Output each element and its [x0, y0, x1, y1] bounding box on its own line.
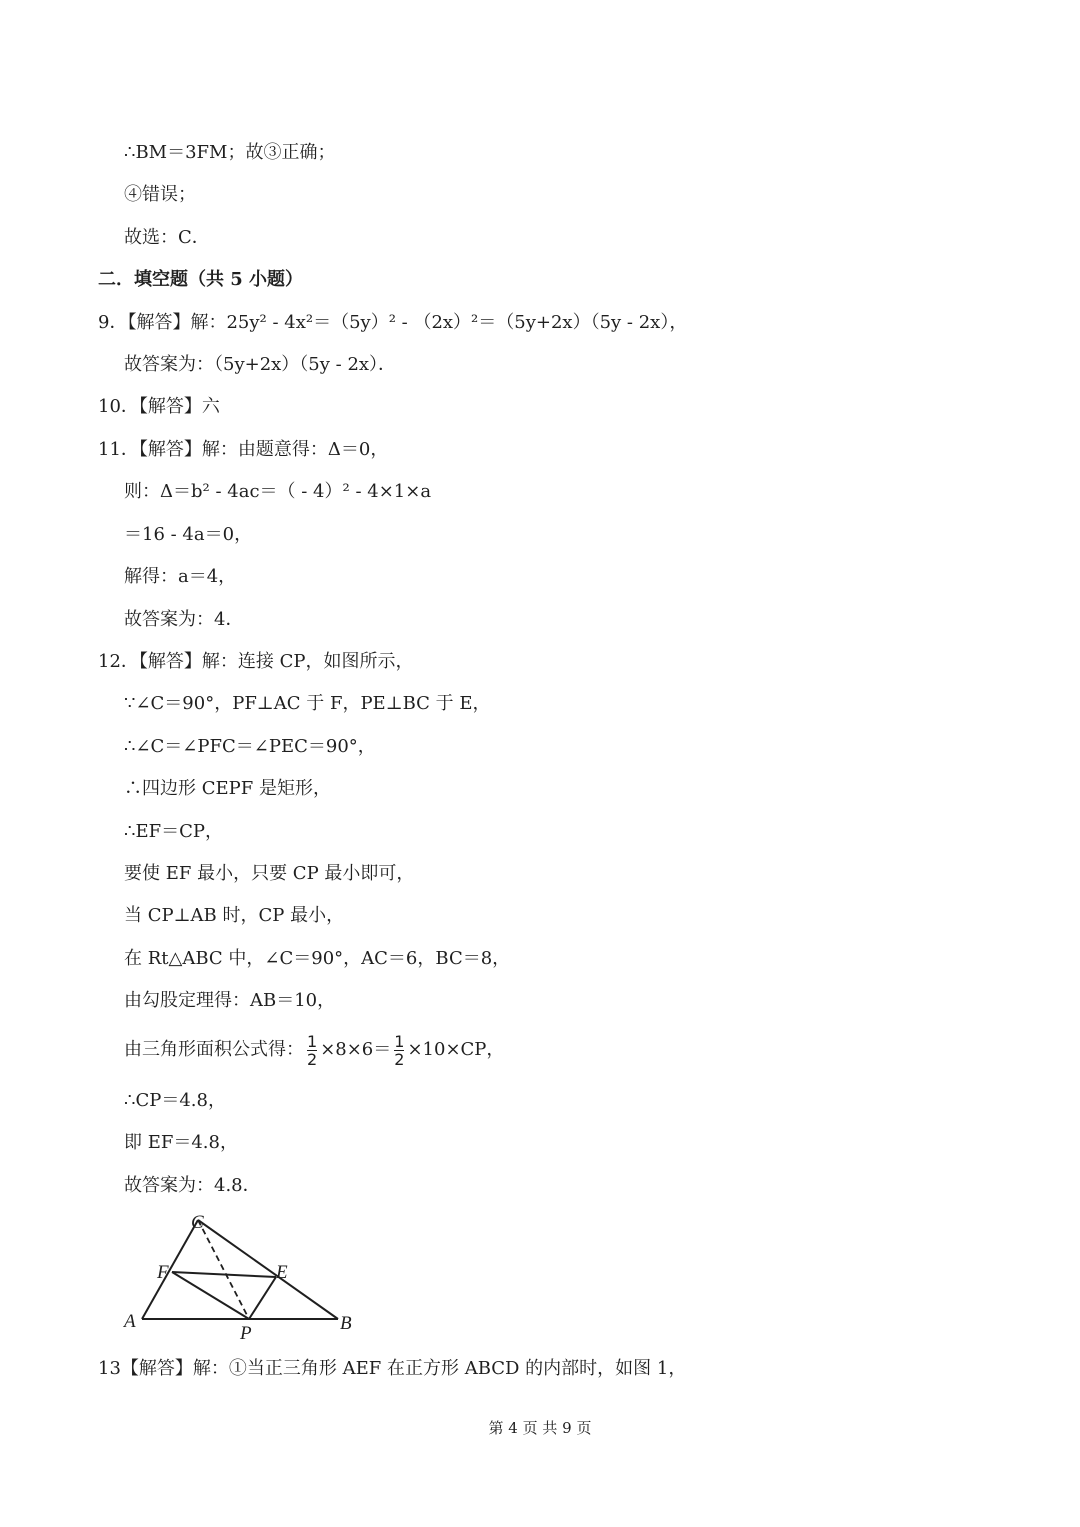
- text-line: 即 EF＝4.8，: [124, 1132, 238, 1153]
- geometry-figure: [118, 1206, 368, 1346]
- label-p: P: [240, 1323, 252, 1344]
- text-line: 故答案为：4．: [124, 609, 244, 630]
- label-b: B: [340, 1313, 352, 1334]
- formula-suffix: ×10×CP，: [407, 1039, 505, 1060]
- text-line: 则：Δ＝b² ‐ 4ac＝（ ‐ 4）² ‐ 4×1×a: [124, 481, 432, 502]
- fraction-numerator: 1: [394, 1031, 405, 1051]
- label-e: E: [276, 1262, 288, 1283]
- formula-prefix: 由三角形面积公式得：: [124, 1039, 304, 1060]
- fraction-half: [307, 1033, 317, 1068]
- text-line: ∴EF＝CP，: [124, 821, 223, 842]
- text-line: 由勾股定理得：AB＝10，: [124, 990, 336, 1011]
- text-line: 12．【解答】解：连接 CP，如图所示，: [98, 651, 414, 672]
- label-a: A: [124, 1311, 136, 1332]
- text-line: ＝16 ‐ 4a＝0，: [124, 524, 253, 545]
- fraction-numerator: 1: [307, 1031, 318, 1051]
- segment-fe: [172, 1272, 276, 1277]
- text-line: 要使 EF 最小，只要 CP 最小即可，: [124, 863, 415, 884]
- segment-cb: [198, 1220, 338, 1319]
- text-line: ④错误；: [124, 184, 196, 205]
- fraction-denominator: 2: [394, 1049, 405, 1069]
- text-line: 10．【解答】六: [98, 396, 220, 417]
- text-line: 13【解答】解：①当正三角形 AEF 在正方形 ABCD 的内部时，如图 1，: [98, 1358, 687, 1379]
- text-line: ∴四边形 CEPF 是矩形，: [124, 778, 331, 799]
- text-line: 11．【解答】解：由题意得：Δ＝0，: [98, 439, 389, 460]
- text-line: 解得：a＝4，: [124, 566, 237, 587]
- text-line: ∴BM＝3FM；故③正确；: [124, 142, 336, 163]
- text-line: 在 Rt△ABC 中，∠C＝90°，AC＝6，BC＝8，: [124, 948, 511, 969]
- text-line: 故答案为：4.8．: [124, 1175, 261, 1196]
- text-line: ∴CP＝4.8，: [124, 1090, 226, 1111]
- formula-middle: ×8×6＝: [320, 1039, 392, 1060]
- text-line: 9．【解答】解：25y² ‐ 4x²＝（5y）² ‐ （2x）²＝（5y+2x）（5y ‐ 2x），: [98, 312, 688, 333]
- text-line: 当 CP⊥AB 时，CP 最小，: [124, 905, 345, 926]
- segment-ca: [142, 1220, 198, 1319]
- fraction-denominator: 2: [307, 1049, 318, 1069]
- text-line: 故选：C．: [124, 227, 210, 248]
- text-line: 故答案为：（5y+2x）（5y ‐ 2x）．: [124, 354, 397, 375]
- fraction-half: [394, 1033, 404, 1068]
- segment-pe: [249, 1277, 276, 1319]
- label-f: F: [157, 1262, 169, 1283]
- text-line: ∴∠C＝∠PFC＝∠PEC＝90°，: [124, 736, 376, 757]
- section-heading: 二．填空题（共 5 小题）: [98, 269, 304, 290]
- formula-line: [124, 1030, 504, 1070]
- text-line: ∵∠C＝90°，PF⊥AC 于 F，PE⊥BC 于 E，: [124, 693, 491, 714]
- page-footer: 第 4 页 共 9 页: [488, 1419, 592, 1437]
- label-c: C: [191, 1212, 204, 1233]
